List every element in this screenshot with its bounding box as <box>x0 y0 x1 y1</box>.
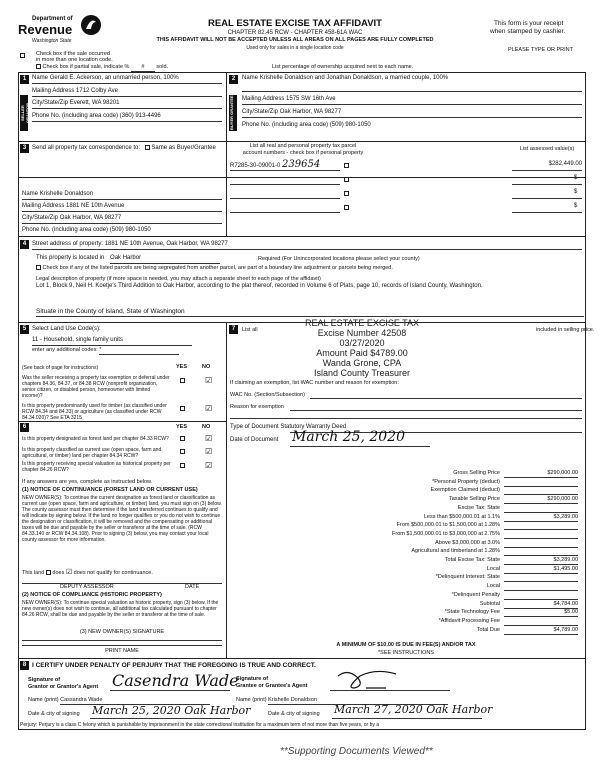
multi-location-label-1: Check box if the sale occurred <box>36 51 110 57</box>
same-as-buyer-label: Same as Buyer/Grantee <box>151 145 216 152</box>
calc-label: Exemption Claimed (deduct) <box>430 487 500 494</box>
multi-location-label-2: in more than one location code. <box>36 57 113 63</box>
buyer-city-value[interactable]: Oak Harbor, WA 98277 <box>279 109 342 115</box>
calc-label: Agricultural and timberland at 1.28% <box>411 548 500 555</box>
corr-name-value[interactable]: Krishelle Donaldson <box>39 191 94 197</box>
doc-date-label: Date of Document <box>230 437 279 443</box>
calc-label: Excise Tax: State <box>457 504 500 511</box>
sec6-q4: If any answers are yes, complete as instructed below. <box>22 479 153 485</box>
state-label: Washington State <box>32 38 72 44</box>
personal-property-checkbox-4[interactable] <box>344 205 349 210</box>
form-chapter: CHAPTER 82.45 RCW - CHAPTER 458-61A WAC <box>227 30 363 36</box>
located-value[interactable]: Oak Harbor <box>110 255 220 264</box>
stamp-line-6: Island County Treasurer <box>313 368 411 378</box>
calc-label: Local <box>486 583 500 590</box>
buyer-addr-row <box>242 96 582 104</box>
section-2-number: 2 <box>229 75 238 84</box>
grantee-name-label: Name (print) <box>236 697 267 703</box>
personal-property-checkbox-2[interactable] <box>344 177 349 182</box>
calc-label: Subtotal <box>479 600 500 607</box>
partial-sale-value[interactable]: # <box>131 64 155 72</box>
land-use-label: Select Land Use Code(s): <box>32 326 101 332</box>
seller-addr-value[interactable]: 1712 Colby Ave <box>76 88 118 94</box>
sec5-no: NO <box>202 364 211 370</box>
additional-value[interactable]: * <box>99 347 179 355</box>
calc-label: *Delinquent Interest: State <box>435 574 500 581</box>
calc-label: Local <box>486 565 500 572</box>
partial-sale-row <box>36 64 168 72</box>
new-owner-signature: (3) NEW OWNER(S) SIGNATURE <box>79 629 165 635</box>
calc-value[interactable]: $4,789.00 <box>504 627 578 635</box>
seller-name-label: Name <box>32 75 49 81</box>
supporting-docs: **Supporting Documents Viewed** <box>280 746 433 757</box>
buyer-name-row <box>242 75 582 83</box>
seller-phone-row <box>32 113 222 121</box>
logo-icon <box>80 14 102 36</box>
section-1-number: 1 <box>20 75 29 84</box>
seller-addr-label: Mailing Address <box>32 88 75 94</box>
parcel-number-1[interactable]: R7285-30-09001-0 <box>230 163 281 169</box>
notice-1-body: NEW OWNER(S): To continue the current designation as forest land or classification as current use (open space, farm and agriculture, or timber) land, you must sign on (3) below. The county assessor must then determine if the land transferred continues to qualify and will indicate by signing below. If the land no longer qualifies or you do not wish to continue the designation or classification, it will be removed and the compensating or additional taxes will be due and payable by the seller or transferor at the time of sale. (RCW 84.33.140 or RCW 84.34.108). Prior to signing (3) below, you may contact your local county assessor for more information. <box>22 495 222 543</box>
grantee-sig-label-1: Signature of <box>236 676 269 682</box>
seller-phone-label: Phone No. (including area code) <box>32 113 119 119</box>
section-7-number: 7 <box>229 325 238 334</box>
assessed-header: List assessed value(s) <box>519 146 575 152</box>
notice-2-body: NEW OWNER(S): To continue special valuation as historic property, sign (3) below. If the new owner(s) does not wish to continue, all additional tax calculated pursuant to chapter 84.26 RCW, shall be due and payable by the seller or transferor at the time of sale. <box>22 600 219 618</box>
does-not-label: does not <box>73 570 95 576</box>
grantee-date-value[interactable]: March 27, 2020 Oak Harbor <box>334 703 493 716</box>
ownership-note: List percentage of ownership acquired next to each name. <box>272 64 414 70</box>
grantor-name-value[interactable]: Cassandra Wade <box>60 697 210 705</box>
qualify-label: qualify for continuance. <box>96 570 153 576</box>
grantor-date-label: Date & city of signing <box>28 711 80 717</box>
sec6-no: NO <box>202 424 211 430</box>
calc-value[interactable]: $3,289.00 <box>504 557 578 565</box>
doc-type-label: Type of Document <box>230 424 279 430</box>
perjury-note: Perjury: Perjury is a class C felony which is punishable by imprisonment in the state correctional institution for a maximum term of not more than five years, or by a <box>20 722 380 728</box>
corr-phone-value[interactable]: (509) 980-1050 <box>109 227 151 233</box>
sec6-q1: Is this property designated as forest land per chapter 84.33 RCW? <box>22 436 169 442</box>
deputy-assessor: DEPUTY ASSESSOR <box>60 584 114 590</box>
calc-label: *State Technology Fee <box>444 609 500 616</box>
sec6-yes: YES <box>176 424 188 430</box>
legal-label: Legal description of property (if more space is needed, you may attach a separate sheet to each page of the affidavit) <box>36 276 321 282</box>
calc-value[interactable]: $5.00 <box>504 609 578 617</box>
buyer-phone-row <box>242 122 582 130</box>
stamp-line-3: 03/27/2020 <box>339 338 385 348</box>
calc-label: Above $3,000,000 at 3.0% <box>435 539 500 546</box>
sec5-q1: Was the seller receiving a property tax exemption or deferral under chapters 84.36, 84.37, or 84.38 RCW (nonprofit organization, senior citizen, or disabled person, homeowner with limited income)? <box>22 375 170 399</box>
grantor-sig-label-2: Grantor or Grantor's Agent <box>28 684 99 690</box>
buyer-sidebar: BUYER GRANTEE <box>229 95 237 131</box>
buyer-addr-value[interactable]: 1575 SW 16th Ave <box>286 96 336 102</box>
revenue-label: Revenue <box>18 22 73 37</box>
seller-name-value[interactable]: Gerald E. Ackerson, an unmarried person, 100% <box>49 75 179 81</box>
legal-description[interactable]: Lot 1, Block 9, Neil H. Koetje's Third Addition to Oak Harbor, according to the plat thereof, recorded in Volume 6 of Plats, page 10, records of Island County, Washington. <box>36 283 483 289</box>
grantee-date-label: Date & city of signing <box>268 711 320 717</box>
doc-date-value[interactable]: March 25, 2020 <box>292 429 406 445</box>
sec6-q3-no[interactable]: ☑ <box>205 461 213 470</box>
grantee-name-value[interactable]: Krishelle Donaldson <box>268 697 448 705</box>
seller-city-label: City/State/Zip <box>32 100 69 106</box>
exemption-claim: If claiming an exemption, list WAC number and reason for exemption: <box>230 380 399 386</box>
additional-label: enter any additional codes: <box>32 347 98 353</box>
section-5-number: 5 <box>20 325 29 334</box>
form-notice: THIS AFFIDAVIT WILL NOT BE ACCEPTED UNLESS ALL AREAS ON ALL PAGES ARE FULLY COMPLETED <box>156 37 434 43</box>
wac-label: WAC No. (Section/Subsection) <box>230 392 305 398</box>
receipt-note-2: when stamped by cashier. <box>490 28 566 35</box>
assessed-dollar-3: $ <box>574 189 578 195</box>
list-all-label: List all <box>242 327 258 333</box>
section-3-number: 3 <box>20 144 29 153</box>
assessed-value-1[interactable]: $282,449.00 <box>548 161 582 167</box>
calc-label: From $500,000.01 to $1,500,000 at 1.28% <box>396 522 500 529</box>
print-note: PLEASE TYPE OR PRINT <box>508 47 574 53</box>
grantor-date-value[interactable]: March 25, 2020 Oak Harbor <box>92 704 251 717</box>
corr-city-row <box>22 215 222 223</box>
stamp-line-1: REAL ESTATE EXCISE TAX <box>304 318 420 328</box>
assessed-dollar-2: $ <box>574 175 578 181</box>
corr-name-label: Name <box>22 191 39 197</box>
personal-property-checkbox-3[interactable] <box>344 191 349 196</box>
calc-label: Total Excise Tax: State <box>444 557 500 563</box>
buyer-city-row <box>242 109 582 117</box>
grantor-sig-label-1: Signature of <box>28 677 61 683</box>
calc-label: *Delinquent Penalty <box>451 591 500 598</box>
see-back: (See back of page for instructions) <box>22 365 99 371</box>
stamp-line-5: Wanda Grone, CPA <box>322 358 402 368</box>
situate-text: Situate in the County of Island, State of Washington <box>36 308 185 315</box>
parcel-handwritten: 239654 <box>282 159 321 170</box>
buyer-phone-label: Phone No. (including area code) <box>242 122 329 128</box>
grantor-name-label: Name (print) <box>28 697 59 703</box>
corr-label: Send all property tax correspondence to: <box>32 145 141 152</box>
land-use-value[interactable]: 11 - Household, single family units <box>32 337 192 346</box>
notice-1-title: (1) NOTICE OF CONTINUANCE (FOREST LAND OR CURRENT USE) <box>22 487 198 493</box>
grantee-sig-label-2: Grantee or Grantee's Agent <box>236 683 308 689</box>
calc-label: *Affidavit Processing Fee <box>438 617 500 624</box>
see-instructions: *SEE INSTRUCTIONS <box>378 650 434 656</box>
form-use-only: Used only for sales in a single location code <box>246 45 344 51</box>
multi-location-checkbox[interactable] <box>20 53 25 58</box>
calc-value[interactable]: $290,000.00 <box>504 496 578 504</box>
calc-label: From $1,500,000.01 to $3,000,000 at 2.75% <box>392 530 500 537</box>
corr-phone-row <box>22 227 222 235</box>
corr-city-value[interactable]: Oak Harbor, WA 98277 <box>59 215 122 221</box>
calc-value[interactable]: $3,289.00 <box>504 514 578 522</box>
parcel-header-2: account numbers - check box if personal property <box>242 150 364 156</box>
does-label: does <box>52 570 65 576</box>
calc-label: Less than $500,000.01 at 1.1% <box>423 513 500 520</box>
sec6-q2: Is this property classified as current use (open space, farm and agricultural, or timber) land per chapter 84.34 RCW? <box>22 447 162 459</box>
calc-label: Gross Selling Price <box>453 470 500 476</box>
corr-addr-label: Mailing Address <box>22 203 65 209</box>
calc-value[interactable]: $1,495.00 <box>504 566 578 574</box>
corr-city-label: City/State/Zip <box>22 215 59 221</box>
sec5-q2: Is this property predominantly used for timber (as classified under RCW 84.34 and 84.33) or agriculture (as classified under RCW 84.34.020)? See ETA 3215 <box>22 403 167 421</box>
included-label: included in selling price. <box>536 327 595 333</box>
seller-name-row <box>32 75 222 83</box>
grantor-signature[interactable]: Casendra Wade <box>112 671 239 690</box>
corr-name-row <box>22 191 222 199</box>
corr-phone-label: Phone No. (including area code) <box>22 227 109 233</box>
seller-sidebar: SELLER GRANTOR <box>20 95 28 131</box>
seller-city-value[interactable]: Everett, WA 98201 <box>69 100 120 106</box>
buyer-city-label: City/State/Zip <box>242 109 279 115</box>
section-8-number: 8 <box>20 661 29 670</box>
parcel-header-1: List all real and personal property tax parcel <box>249 143 357 149</box>
deputy-date: DATE <box>185 584 200 590</box>
sec6-q3: Is this property receiving special valuation as historical property per chapter 84.26 RCW? <box>22 461 171 473</box>
corr-addr-row <box>22 203 222 211</box>
multi-location-row <box>20 53 25 60</box>
this-land-label: This land <box>22 570 45 576</box>
stamp-line-4: Amount Paid $4789.00 <box>316 348 408 358</box>
doc-type-value[interactable]: Statutory Warranty Deed <box>280 424 347 430</box>
sec6-q1-no[interactable]: ☑ <box>205 434 213 443</box>
sec5-q1-no[interactable]: ☑ <box>205 376 213 385</box>
street-label: Street address of property: <box>32 241 104 247</box>
sold-label: sold. <box>156 64 169 70</box>
receipt-note-1: This form is your receipt <box>494 20 564 27</box>
sec6-q2-no[interactable]: ☑ <box>205 447 213 456</box>
assessed-dollar-4: $ <box>574 203 578 209</box>
seller-addr-row <box>32 88 222 96</box>
notice-2-title: (2) NOTICE OF COMPLIANCE (HISTORIC PROPERTY) <box>22 592 162 598</box>
dept-label: Department of <box>32 16 73 22</box>
seller-phone-value[interactable]: (360) 913-4496 <box>119 113 161 119</box>
stamp-line-2: Excise Number 42508 <box>317 328 407 338</box>
calc-label: Taxable Selling Price <box>448 496 500 503</box>
certify-statement: I CERTIFY UNDER PENALTY OF PERJURY THAT THE FOREGOING IS TRUE AND CORRECT. <box>32 662 316 669</box>
boundary-label: Check box if any of the listed parcels are being segregated from another parcel, are part of a boundary line adjustment or parcels being merged. <box>42 265 393 271</box>
sec5-yes: YES <box>176 364 188 370</box>
does-not-checkbox[interactable]: ☑ <box>65 569 73 576</box>
partial-sale-checkbox[interactable] <box>36 64 41 69</box>
located-label: This property is located in <box>36 255 105 261</box>
partial-sale-label: Check box if partial sale, indicate % <box>42 64 130 70</box>
calc-value[interactable]: $4,784.00 <box>504 601 578 609</box>
required-note: Required (For Unincorporated locations please select your county) <box>258 256 420 262</box>
buyer-addr-label: Mailing Address <box>242 96 285 102</box>
calc-label: Total Due <box>476 626 500 633</box>
seller-city-row <box>32 100 222 108</box>
calc-value[interactable]: $290,000.00 <box>504 470 578 478</box>
corr-addr-value[interactable]: 1881 NE 10th Avenue <box>66 203 125 209</box>
print-name: PRINT NAME <box>105 648 139 654</box>
street-value[interactable]: 1881 NE 10th Avenue, Oak Harbor, WA 98277 <box>104 241 228 247</box>
sec5-q2-no[interactable]: ☑ <box>205 404 213 413</box>
buyer-name-value[interactable]: Krishelle Donaldson and Jonathan Donaldson, a married couple, 100% <box>259 75 449 81</box>
minimum-note: A MINIMUM OF $10.00 IS DUE IN FEE(S) AND/OR TAX <box>336 642 476 648</box>
personal-property-checkbox-1[interactable] <box>344 163 349 168</box>
section-4-number: 4 <box>20 240 29 249</box>
buyer-phone-value[interactable]: (509) 980-1050 <box>329 122 371 128</box>
calc-label: *Personal Property (deduct) <box>432 478 500 485</box>
reason-label: Reason for exemption <box>230 404 284 410</box>
section-6-number: 6 <box>20 423 29 432</box>
buyer-name-label: Name <box>242 75 259 81</box>
form-title: REAL ESTATE EXCISE TAX AFFIDAVIT <box>207 18 382 29</box>
revenue-logo <box>18 14 108 54</box>
